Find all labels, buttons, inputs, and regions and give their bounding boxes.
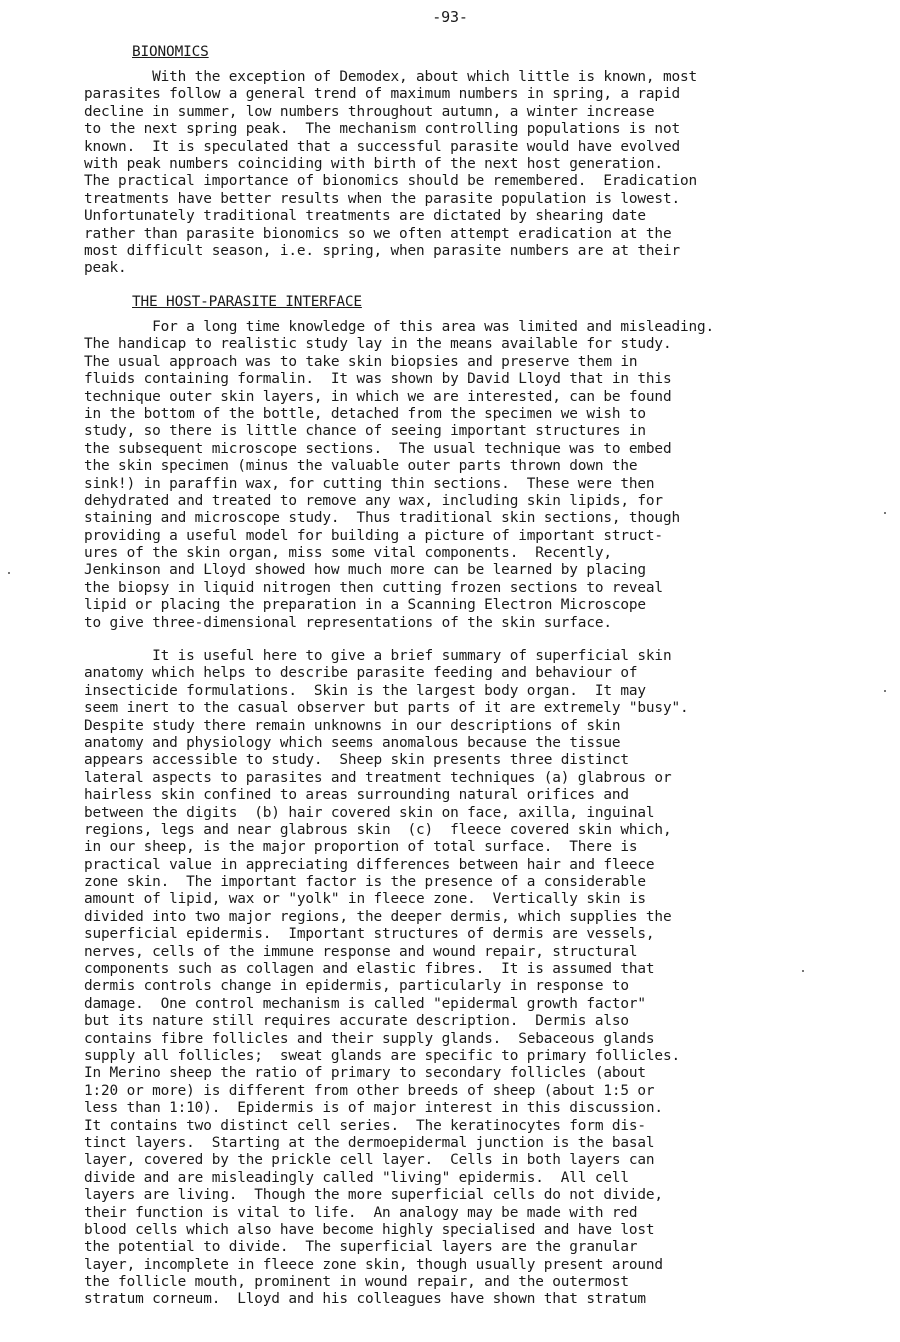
text-line: less than 1:10). Epidermis is of major interest in this discussion. (84, 1100, 663, 1117)
text-line: dermis controls change in epidermis, particularly in response to (84, 978, 629, 995)
text-line: Unfortunately traditional treatments are dictated by shearing date (84, 208, 646, 225)
text-line: components such as collagen and elastic fibres. It is assumed that (84, 961, 655, 978)
paragraph-host-parasite-2 (84, 648, 689, 1309)
text-line: between the digits (b) hair covered skin on face, axilla, inguinal (84, 804, 655, 821)
text-line: hairless skin confined to areas surrounding natural orifices and (84, 787, 629, 804)
text-line: sink!) in paraffin wax, for cutting thin sections. These were then (84, 475, 655, 492)
text-line: anatomy and physiology which seems anomalous because the tissue (84, 734, 621, 751)
text-line: with peak numbers coinciding with birth of the next host generation. (84, 155, 663, 172)
scan-speck (884, 690, 886, 692)
text-line: Jenkinson and Lloyd showed how much more can be learned by placing (84, 562, 646, 579)
text-line: practical value in appreciating differences between hair and fleece (84, 856, 655, 873)
text-line: to give three-dimensional representations of the skin surface. (84, 614, 612, 631)
text-line: blood cells which also have become highly specialised and have lost (84, 1221, 655, 1238)
text-line: layers are living. Though the more superficial cells do not divide, (84, 1187, 663, 1204)
text-line: study, so there is little chance of seeing important structures in (84, 423, 646, 440)
text-line: rather than parasite bionomics so we often attempt eradication at the (84, 225, 672, 242)
text-line: anatomy which helps to describe parasite feeding and behaviour of (84, 665, 638, 682)
section-heading-bionomics: BIONOMICS (132, 44, 209, 60)
text-line: the potential to divide. The superficial layers are the granular (84, 1239, 638, 1256)
text-line: most difficult season, i.e. spring, when parasite numbers are at their (84, 242, 680, 259)
paragraph-bionomics (84, 69, 697, 278)
text-line: nerves, cells of the immune response and wound repair, structural (84, 943, 638, 960)
paragraph-host-parasite-1 (84, 319, 714, 632)
text-line: technique outer skin layers, in which we are interested, can be found (84, 388, 672, 405)
text-line: in our sheep, is the major proportion of total surface. There is (84, 839, 638, 856)
text-line: treatments have better results when the parasite population is lowest. (84, 190, 680, 207)
text-line: With the exception of Demodex, about which little is known, most (84, 69, 698, 85)
text-line: The practical importance of bionomics should be remembered. Eradication (84, 173, 698, 190)
text-line: regions, legs and near glabrous skin (c) fleece covered skin which, (84, 821, 672, 838)
text-line: insecticide formulations. Skin is the largest body organ. It may (84, 682, 646, 699)
text-line: but its nature still requires accurate description. Dermis also (84, 1013, 629, 1030)
text-line: For a long time knowledge of this area was limited and misleading. (84, 319, 715, 335)
text-line: parasites follow a general trend of maximum numbers in spring, a rapid (84, 86, 680, 103)
text-line: amount of lipid, wax or "yolk" in fleece zone. Vertically skin is (84, 891, 646, 908)
text-line: providing a useful model for building a picture of important struct- (84, 527, 663, 544)
text-line: divide and are misleadingly called "living" epidermis. All cell (84, 1169, 629, 1186)
text-line: appears accessible to study. Sheep skin presents three distinct (84, 752, 629, 769)
text-line: contains fibre follicles and their supply glands. Sebaceous glands (84, 1030, 655, 1047)
text-line: ures of the skin organ, miss some vital components. Recently, (84, 545, 612, 562)
text-line: tinct layers. Starting at the dermoepidermal junction is the basal (84, 1134, 655, 1151)
text-line: supply all follicles; sweat glands are specific to primary follicles. (84, 1047, 680, 1064)
text-line: It is useful here to give a brief summary of superficial skin (84, 648, 672, 664)
text-line: lateral aspects to parasites and treatment techniques (a) glabrous or (84, 769, 672, 786)
text-line: zone skin. The important factor is the presence of a considerable (84, 874, 646, 891)
text-line: The handicap to realistic study lay in the means available for study. (84, 336, 672, 353)
text-line: in the bottom of the bottle, detached from the specimen we wish to (84, 405, 646, 422)
text-line: 1:20 or more) is different from other breeds of sheep (about 1:5 or (84, 1082, 655, 1099)
text-line: the follicle mouth, prominent in wound repair, and the outermost (84, 1274, 629, 1291)
text-line: Despite study there remain unknowns in our descriptions of skin (84, 717, 621, 734)
text-line: decline in summer, low numbers throughout autumn, a winter increase (84, 103, 655, 120)
text-line: In Merino sheep the ratio of primary to secondary follicles (about (84, 1065, 646, 1082)
text-line: the biopsy in liquid nitrogen then cutting frozen sections to reveal (84, 579, 663, 596)
text-line: stratum corneum. Lloyd and his colleagues have shown that stratum (84, 1291, 646, 1308)
section-heading-host-parasite-interface: THE HOST-PARASITE INTERFACE (132, 294, 362, 310)
scan-speck (802, 970, 804, 972)
scan-speck (8, 572, 10, 574)
text-line: staining and microscope study. Thus traditional skin sections, though (84, 510, 680, 527)
text-line: lipid or placing the preparation in a Scanning Electron Microscope (84, 597, 646, 614)
text-line: layer, covered by the prickle cell layer. Cells in both layers can (84, 1152, 655, 1169)
text-line: to the next spring peak. The mechanism controlling populations is not (84, 121, 680, 138)
text-line: damage. One control mechanism is called "epidermal growth factor" (84, 995, 646, 1012)
text-line: their function is vital to life. An analogy may be made with red (84, 1204, 638, 1221)
text-line: dehydrated and treated to remove any wax, including skin lipids, for (84, 492, 663, 509)
text-line: known. It is speculated that a successful parasite would have evolved (84, 138, 680, 155)
text-line: It contains two distinct cell series. The keratinocytes form dis- (84, 1117, 646, 1134)
scan-speck (884, 512, 886, 514)
text-line: divided into two major regions, the deeper dermis, which supplies the (84, 908, 672, 925)
text-line: peak. (84, 260, 127, 277)
text-line: the skin specimen (minus the valuable outer parts thrown down the (84, 458, 638, 475)
text-line: The usual approach was to take skin biopsies and preserve them in (84, 353, 638, 370)
text-line: fluids containing formalin. It was shown by David Lloyd that in this (84, 371, 672, 388)
text-line: layer, incomplete in fleece zone skin, though usually present around (84, 1256, 663, 1273)
text-line: superficial epidermis. Important structures of dermis are vessels, (84, 926, 655, 943)
text-line: the subsequent microscope sections. The usual technique was to embed (84, 440, 672, 457)
page-number: -93- (432, 8, 468, 26)
text-line: seem inert to the casual observer but parts of it are extremely "busy". (84, 700, 689, 717)
